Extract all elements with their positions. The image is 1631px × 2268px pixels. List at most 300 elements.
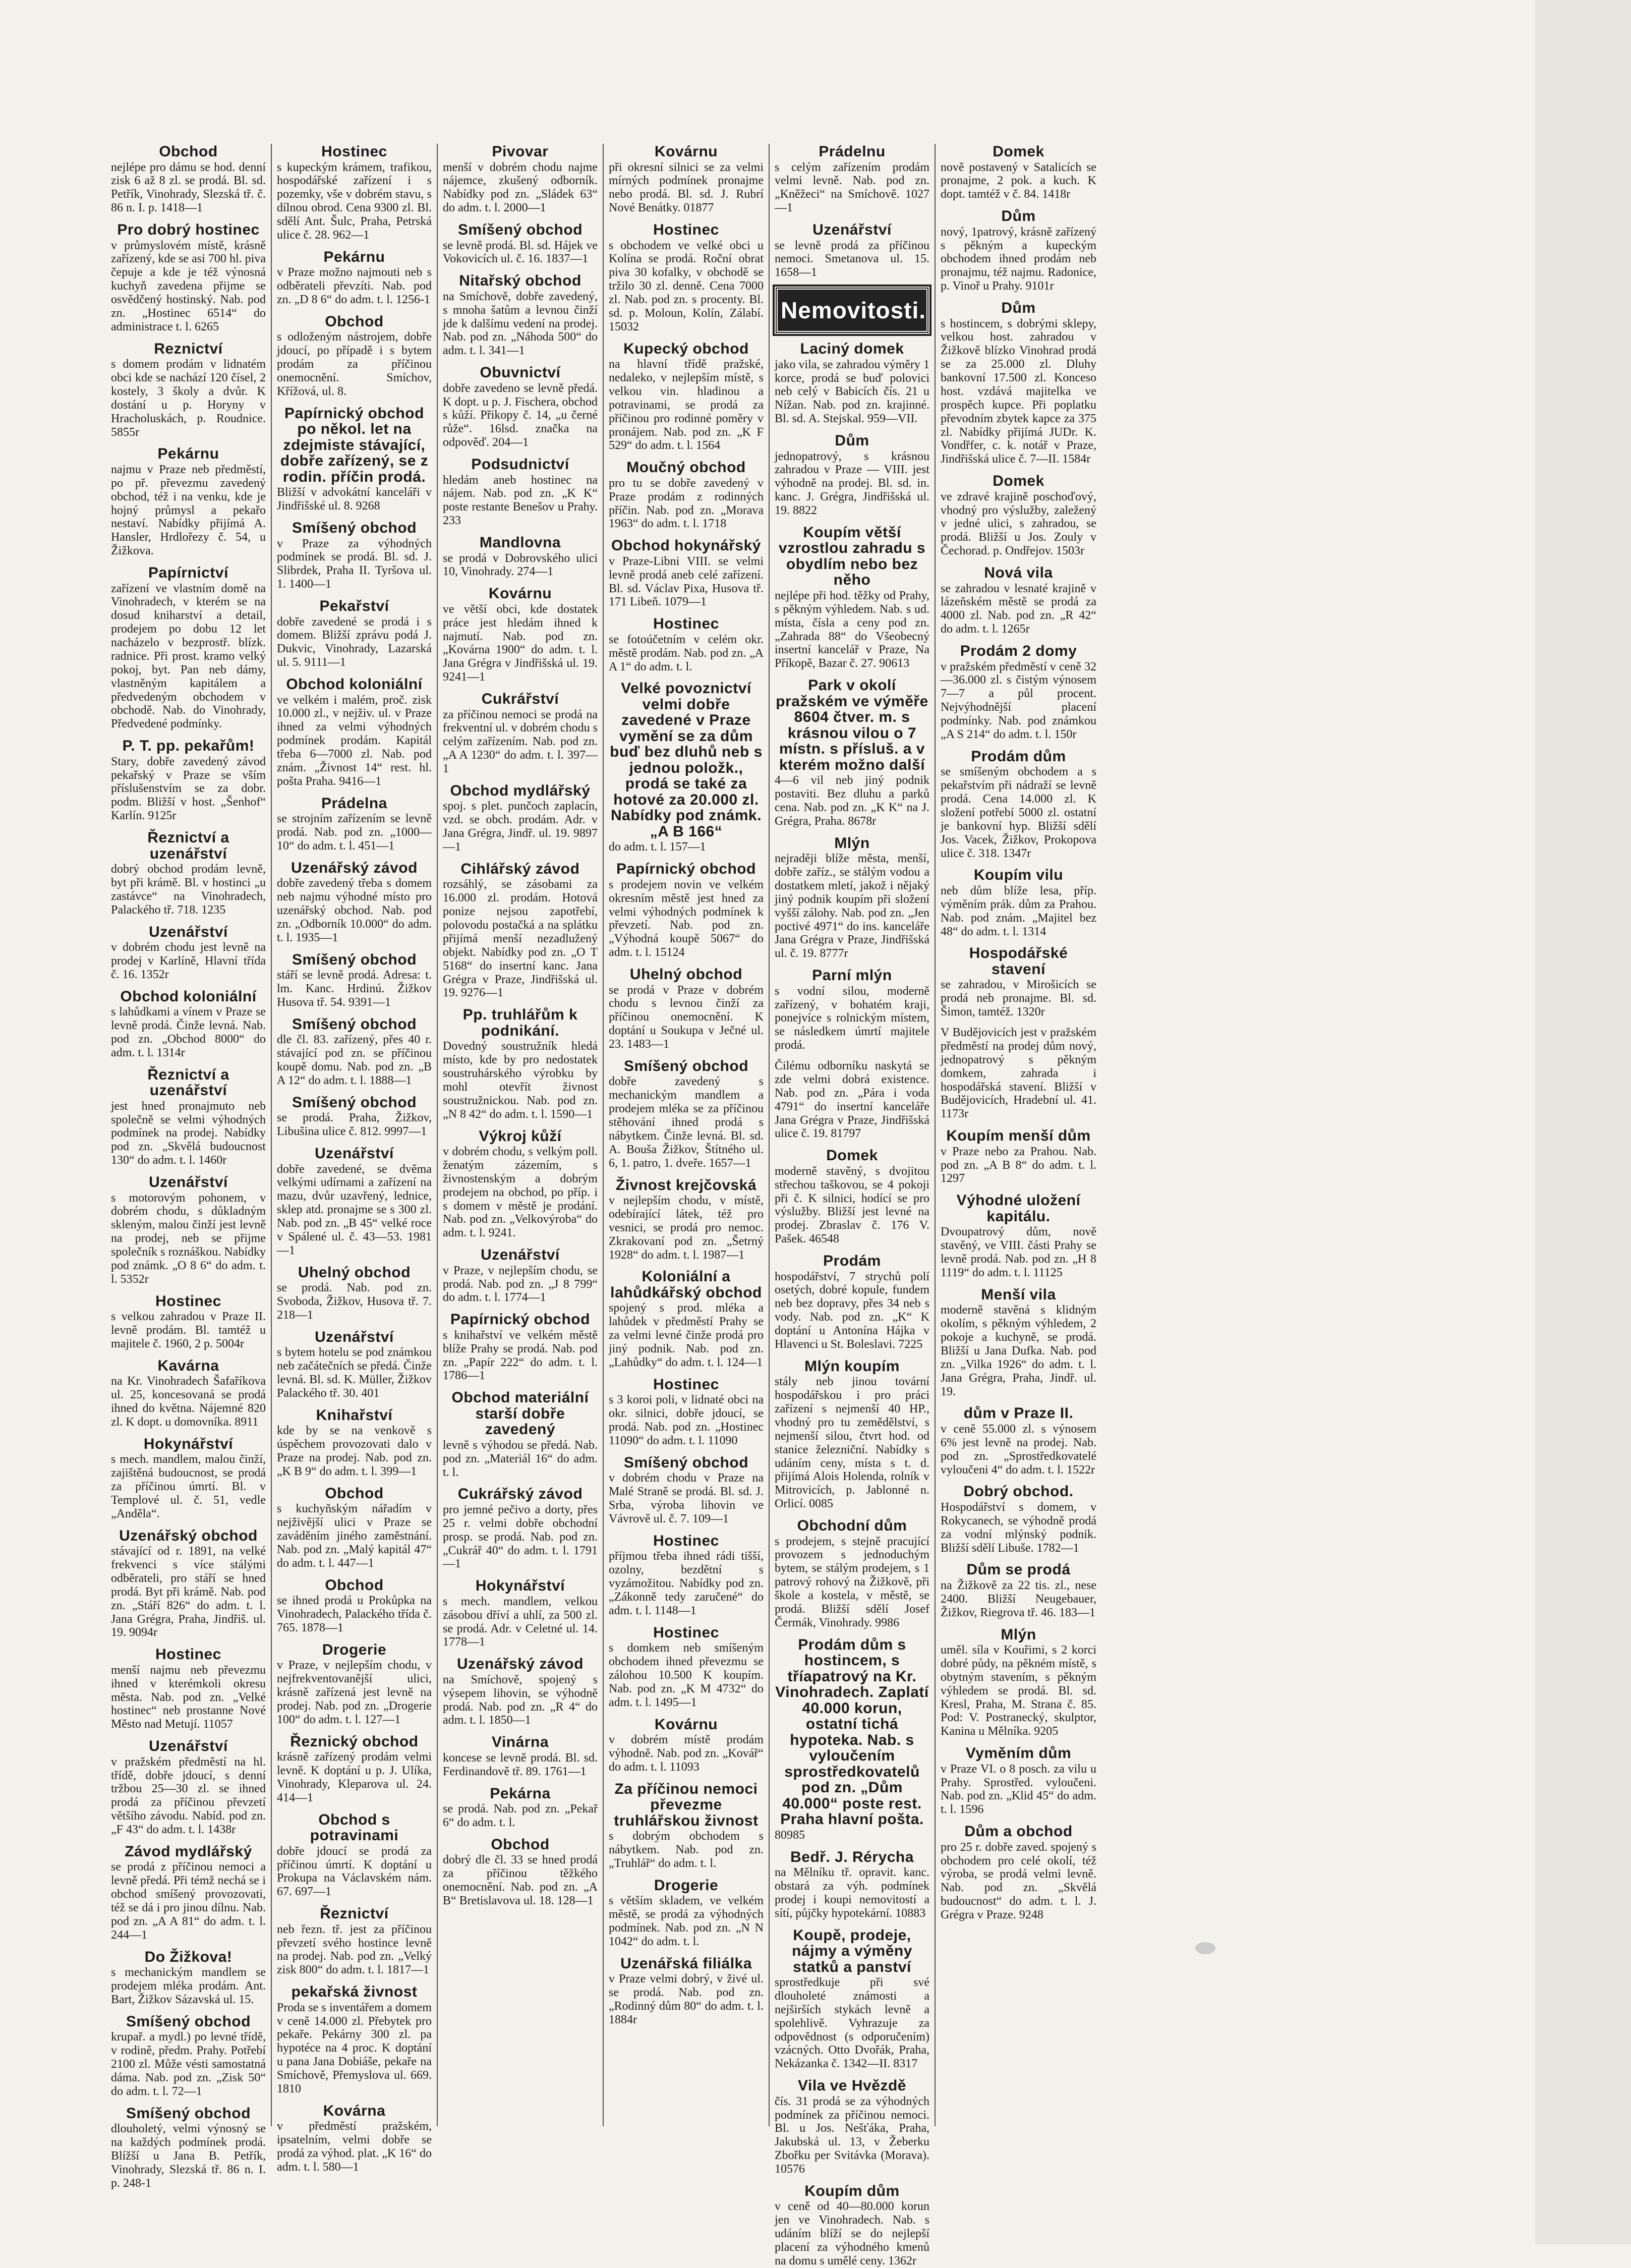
ad-text: se strojním zařízením se levně prodá. Nab. pod zn. „1000—10“ do adm. t. l. 451—1 [277,812,432,853]
ad-text: dle čl. 83. zařízený, přes 40 r. stávající pod zn. se příčinou koupě domu. Nab. pod zn. „B A 12“ do adm. t. l. 1888—1 [277,1033,432,1087]
ad-title: Koupě, prodeje, nájmy a výměny statků a panství [792,1926,912,1975]
classified-ad [941,749,1096,861]
classified-ad [443,1656,598,1727]
classified-ad [111,2106,266,2190]
ad-title: Mlýn [834,834,870,852]
classified-ad [277,1407,432,1479]
classified-ad [277,249,432,307]
ad-title: Drogerie [322,1641,387,1658]
ad-title: Dům [835,432,869,449]
ad-text: čís. 31 prodá se za výhodných podmínek za příčinou nemoci. Bl. u Jos. Nešťáka, Praha, Jakubská ul. 13, v Žeberku Zbořku per Svitávka (Morava). 10576 [775,2094,929,2176]
ad-text: s domem prodám v lidnatém obci kde se nachází 120 čísel, 2 kostely, 3 školy a dvůr. K dostání u p. Horyny v Hracholuskách, p. Roudnice. 5855r [111,358,266,439]
ad-text: s knihařství ve velkém městě blíže Prahy se prodá. Nab. pod zn. „Papír 222“ do adm. t. l. 1786—1 [443,1328,598,1383]
column-2 [272,143,438,2174]
ad-text: krupař. a mydl.) po levné třídě, v rodině, předm. Prahy. Potřebí 2100 zl. Může vésti samostatná dáma. Nab. pod zn. „Zisk 50“ do adm. t. l. 72—1 [111,2030,266,2098]
ad-text: dobře zavedeno se levně předá. K dopt. u p. J. Fischera, obchod s kůží. Přikopy č. 14, „u černé růže“. 16lsd. značka na odpověď. 204—1 [443,381,598,449]
ad-title: Domek [993,143,1044,160]
ad-title: Závod mydlářský [125,1843,252,1860]
ad-text: v ceně 55.000 zl. s výnosem 6% jest levně na prodej. Nab. pod zn. „Sprostředkovatelé vyloučeni 4“ do adm. t. l. 1522r [941,1422,1096,1477]
classified-ad [111,830,266,917]
ad-text: se prodá. Praha, Žižkov, Libušina ulice č. 812. 9997—1 [277,1111,432,1139]
classified-ad [277,952,432,1009]
ad-text: v Praze VI. o 8 posch. za vilu u Prahy. Sprostřed. vyloučeni. Nab. pod zn. „Klid 45“ do adm. t. l. 1596 [941,1762,1096,1817]
ad-text: s mech. mandlem, malou činží, zajištěná budoucnost, se prodá za příčinou úmrtí. Bl. v Templové ul. č. 51, vedle „Anděla“. [111,1453,266,1520]
classified-ad [775,1849,929,1920]
ad-text: pro tu se dobře zavedený v Praze prodám z rodinných příčin. Nab. pod zn. „Morava 1963“ do adm. t. l. 1718 [609,476,764,531]
ad-text: se prodá. Nab. pod zn. Svoboda, Žižkov, Husova tř. 7. 218—1 [277,1281,432,1322]
ad-text: dobře jdoucí se prodá za příčinou úmrtí. K doptání u Prokupa na Václavském nám. 67. 697—1 [277,1844,432,1899]
classified-ad [609,1533,764,1618]
ad-title: Prodám dům s hostincem, s tříapatrový na Kr. Vinohradech. Zaplatí 40.000 korun, ostatní tichá hypoteka. Nab. s vyloučením sprostředkovatelů pod zn. „Dům 40.000“ poste rest. Praha hlavní pošta. [775,1636,929,1828]
classified-ad [111,222,266,334]
ad-text: kde by se na venkově s úspěchem provozovati dalo v Praze na prodej. Nab. pod zn. „K B 9“ do adm. t. l. 399—1 [277,1424,432,1478]
ad-title: Obchod [325,1485,384,1502]
ad-text: v Praze nebo za Prahou. Nab. pod zn. „A B 8“ do adm. t. l. 1297 [941,1145,1096,1185]
classified-ad [277,520,432,591]
ad-text: nově postavený v Satalicích se pronajme, 2 pok. a kuch. K dopt. tamtéž v č. 84. 1418r [941,160,1096,201]
ad-text: v pražském předměstí na hl. třídě, dobře jdoucí, s denní tržbou 25—30 zl. se ihned prodá za příčinou převzetí většího závodu. Nabíd. pod zn. „F 43“ do adm. t. l. 1438r [111,1755,266,1836]
ad-title: Velké povoznictví velmi dobře zavedené v Praze vymění se za dům buď bez dluhů neb s jednou položk., prodá se také za hotové za 20.000 zl. Nabídky pod známk. „A B 166“ [610,680,763,840]
classified-ad [775,1358,929,1511]
ad-title: Vila ve Hvězdě [798,2077,906,2094]
ad-text: v ceně od 40—80.000 korun jen ve Vinohradech. Nab. s udáním blíží se do nejlepší placení za výhodného kmenů na domu s umělé ceny. 1362r [775,2200,929,2267]
ad-text: v Praze za výhodných podmínek se prodá. Bl. sd. J. Slibrdek, Praha II. Tyršova ul. 1. 1400—1 [277,537,432,591]
ad-title: Smíšený obchod [623,1454,749,1471]
column-1 [106,143,272,2190]
ad-text: ve zdravé krajině poschoďový, vhodný pro výslužby, zaležený v jedné ulici, s zahradou, se prodá. Bližší u Jos. Zouly v Čechorad. p. Ondřejov. 1503r [941,490,1096,558]
ad-text: nejlépe při hod. těžky od Prahy, s pěkným výhledem. Nab. s ud. místa, čísla a ceny pod zn. „Zahrada 88“ do Všeobecný insertní kancelář v Praze, Na Příkopě, Bazar č. 27. 90613 [775,589,929,670]
column-5 [770,143,936,2267]
ad-title: Pekárnu [157,445,219,463]
classified-ad [609,1781,764,1870]
ad-title: Prodám [823,1253,881,1269]
classified-ad [775,2183,929,2268]
ad-title: Obchod koloniální [120,988,257,1005]
ad-text: s odloženým nástrojem, dobře jdoucí, po případě i s bytem prodám za příčinou onemocnění. Smíchov, Křížová, ul. 8. [277,330,432,398]
ad-text: na Kr. Vinohradech Šafaříkova ul. 25, koncesovaná se prodá ihned do května. Nájemné 820 zl. K dopt. u domovníka. 8911 [111,1375,266,1429]
ad-title: Dům a obchod [964,1823,1073,1840]
ad-title: Obchod mydlářský [450,782,591,799]
classified-ad [609,1956,764,2027]
classified-ad [775,968,929,1052]
classified-ad [443,1837,598,1908]
ad-title: Smíšený obchod [292,951,417,968]
ad-title: Hostinec [155,1646,221,1663]
classified-ad [277,314,432,399]
column-6 [936,144,1101,2126]
ad-text: v dobrém chodu v Praze na Malé Straně se prodá. Bl. sd. J. Srba, výroba lihovin ve Vávrově ul. č. 7. 109—1 [609,1471,764,1525]
ad-text: v dobrém místě prodám výhodně. Nab. pod zn. „Kovář“ do adm. t. l. 11093 [609,1733,764,1774]
ad-text: krásně zařízený prodám velmi levně. K doptání u p. J. Ulíka, Vinohrady, Kleparova ul. 24. 414—1 [277,1750,432,1804]
classified-ad [775,433,929,518]
ad-text: v průmyslovém místě, krásně zařízený, kde se asi 700 hl. piva čepuje a kde je též výnosná kuchyň zavedena přijme se osvědčený hostinský. Nab. pod zn. „Hostinec 6514“ do administrace t. l. 6265 [111,239,266,333]
classified-ad [609,341,764,453]
classified-ad [941,643,1096,742]
column-3 [438,144,604,2126]
ad-text: v předměstí pražském, ipsatelním, velmi dobře se prodá za výhod. plat. „K 16“ do adm. t. l. 580—1 [277,2120,432,2174]
ad-title: Hostinec [321,143,387,160]
ad-title: Dobrý obchod. [963,1483,1074,1500]
section-banner: Nemovitosti. [775,287,929,334]
ad-title: Uzenářství [149,1174,228,1190]
ad-text: s celým zařízením prodám velmi levně. Nab. pod zn. „Kněžeci“ na Smíchově. 1027—1 [775,160,929,215]
classified-ad [111,1528,266,1640]
ad-text: nejlépe pro dámu se hod. denní zisk 6 až 8 zl. se prodá. Bl. sd. Petřík, Vinohrady, Slezská tř. č. 86 n. I. p. 1418—1 [111,160,266,215]
classified-ad [277,406,432,513]
ad-title: Obchod materiální starší dobře zavedený [451,1389,589,1438]
ad-text: příjmou třeba ihned rádi tišší, ozolny, bezdětní s vyzámožitou. Nabídky pod zn. „Zákonně tedy zaručené“ do adm. t. l. 1148—1 [609,1550,764,1617]
ad-title: Pekařství [319,598,389,614]
ad-title: Parní mlýn [812,967,892,984]
ad-title: Mandlovna [479,534,561,551]
ad-title: Smíšený obchod [292,1094,417,1111]
ad-title: Smíšený obchod [126,2013,251,2030]
ad-text: v Praze možno najmouti neb s odběrateli převzíti. Nab. pod zn. „D 8 6“ do adm. t. l. 1256-1 [277,266,432,306]
classified-ad [775,1518,929,1630]
ad-text: s kuchyňským nářadím v nejživější ulici v Praze se zaváděním jiného zaměstnání. Nab. pod zn. „Malý kapitál 47“ do adm. t. l. 447—1 [277,1502,432,1570]
ad-text: moderně stavěný, s dvojitou střechou taškovou, se 4 pokoji při č. K silnici, hodící se pro výslužby. Bližší jest levné na prodej. Zbraslav č. 176 V. Pašek. 46548 [775,1164,929,1246]
ad-title: Pekárnu [323,248,385,265]
classified-ad [609,1717,764,1774]
ad-title: Uzenářství [315,1145,394,1162]
classified-ad [277,1577,432,1635]
ad-text: 4—6 vil neb jiný podnik postaviti. Bez dluhu a parků cena. Nab. pod zn. „K K“ na J. Grégra, Praha. 8678r [775,774,929,828]
classified-ad [111,1174,266,1286]
classified-ad [941,1128,1096,1185]
ad-title: Domek [993,473,1044,490]
classified-ad [111,738,266,823]
ad-text: s prodejem novin ve velkém okresním městě jest hned za velmi výhodných podmínek k převzetí. Nab. pod zn. „Výhodná koupě 5067“ do adm. t. l. 15124 [609,878,764,959]
ad-title: Koupím menší dům [946,1127,1091,1145]
ad-title: Hostinec [653,1532,719,1549]
ad-title: Dům [1001,300,1036,316]
ad-title: Obchodní dům [797,1517,907,1534]
ad-text: levně s výhodou se předá. Nab. pod zn. „Materiál 16“ do adm. t. l. [443,1438,598,1479]
ad-text: neb řezn. tř. jest za příčinou převzetí svého hostince levně na prodej. Nab. pod zn. „Velký zisk 800“ do adm. t. l. 1817—1 [277,1922,432,1977]
classified-ad [277,1486,432,1570]
classified-ad [111,1436,266,1521]
classified-ad [277,1906,432,1977]
classified-ad [277,1329,432,1400]
classified-ad [277,1095,432,1139]
classified-ad [775,1059,929,1141]
ad-text: na Mělníku tř. opravit. kanc. obstará za výh. podmínek prodej i koupi nemovitostí a sítí, půjčky hypotekární. 10883 [775,1866,929,1920]
ad-text: spojený s prod. mléka a lahůdek v předměstí Prahy se za velmi levné činže prodá pro jiný podnik. Nab. pod zn. „Lahůdky“ do adm. t. l. 124—1 [609,1301,764,1369]
ad-title: Uzenářská filiálka [620,1955,752,1972]
ad-title: Do Žižkova! [144,1948,232,1965]
classified-ad [443,1390,598,1479]
ad-text: s domkem neb smíšeným obchodem ihned převezmu se zálohou 10.500 K koupím. Nab. pod zn. „K M 4732“ do adm. t. l. 1495—1 [609,1641,764,1709]
classified-ad [609,1177,764,1262]
classified-ad [443,1247,598,1305]
ad-title: Uhelný obchod [298,1264,411,1281]
ad-title: Hostinec [653,1624,719,1641]
classified-ad [775,2078,929,2176]
ad-title: Dům [1001,208,1036,225]
ad-text: s motorovým pohonem, v dobrém chodu, s důkladným skleným, malou činží jest levně na prodej, neb se přijme společník s roznáškou. Nabídky pod známk. „O 8 6“ do adm. t. l. 5352r [111,1191,266,1286]
classified-ad [443,365,598,449]
ad-text: uměl. síla v Kouřimi, s 2 korci dobré půdy, na pěkném místě, s obytným stavením, s pěkným výhledem se prodá. Bl. sd. Kresl, Praha, M. Strana č. 85. Pod: V. Postranecký, skulptor, Kanina u Mělníka. 9205 [941,1643,1096,1738]
classified-ad [277,1146,432,1258]
ad-title: Prádelnu [819,143,886,160]
ad-text: do adm. t. l. 157—1 [609,840,706,854]
classified-ad [443,1486,598,1571]
ad-title: Podsudnictví [471,456,569,473]
classified-ad [443,1007,598,1121]
classified-ad [277,796,432,853]
classified-ad [111,446,266,558]
ad-text: nový, 1patrový, krásně zařízený s pěkným a kupeckým obchodem ihned prodám neb pronajmu, též najmu. Radonice, p. Vinoř u Prahy. 9101r [941,225,1096,293]
ad-text: za příčinou nemoci se prodá na frekventní ul. v dobrém chodu s celým zařízením. Nab. pod zn. „A A 1230“ do adm. t. l. 397—1 [443,708,598,775]
ad-text: v Praze-Libni VIII. se velmi levně prodá aneb celé zařízení. Bl. sd. Václav Pixa, Husova tř. 171 Libeň. 1079—1 [609,554,764,609]
ad-title: Vyměním dům [965,1745,1072,1762]
classified-ad [443,1786,598,1830]
ad-text: zařízení ve vlastním domě na Vinohradech, v kterém se na dosud kniharství a detail, prodejem po dobu 12 let nacházelo v bezprostř. blízk. radnice. Při prost. kramo velký pokoj, byt. Pan neb dámy, vlastněným kapitálem a předvedeným obchodem v obchodě. Nab. do Vinohrady, Předvedené podmínky. [111,582,266,731]
ad-text: hledám aneb hostinec na nájem. Nab. pod zn. „K K“ poste restante Benešov u Prahy. 233 [443,473,598,528]
ad-title: Obchod [491,1836,550,1853]
ad-title: Koupím vilu [973,867,1064,884]
ad-text: s lahůdkami a vínem v Praze se levně prodá. Činže levná. Nab. pod zn. „Obchod 8000“ do adm. t. l. 1314r [111,1005,266,1059]
classified-ad [609,538,764,609]
ad-title: pekařská živnost [291,1983,418,2001]
classified-ad [111,1738,266,1837]
ad-title: Drogerie [654,1877,719,1894]
classified-ad [443,861,598,1000]
ad-text: se smíšeným obchodem a s pekařstvím při nádraží se levně prodá. Cena 14.000 zl. K složení potřebí 5000 zl. ostatní je bankovní hyp. Bližší sdělí Jos. Vacek, Žižkov, Prokopova ulice č. 318. 1347r [941,765,1096,860]
ad-text: moderně stavěná s klidným okolím, s pěkným výhledem, 2 pokoje a kuchyně, se prodá. Bližší u Jana Dufka. Nab. pod zn. „Vilka 1926“ do adm. t. l. Jana Grégra, Praha, Jindř. ul. 19. [941,1303,1096,1398]
ad-title: Obchod koloniální [286,676,423,693]
page-stain [1195,1942,1215,1954]
ad-text: se zahradou v lesnaté krajině v lázeňském městě se prodá za 4000 zl. Nab. pod zn. „R 42“ do adm. t. l. 1265r [941,582,1096,636]
classified-ad [609,1058,764,1170]
ad-title: Papírnický obchod [450,1311,590,1328]
ad-title: Papírnický obchod [616,861,756,878]
ad-text: 80985 [775,1828,805,1842]
ad-text: stály neb jinou tovární hospodářskou i pro práci zařízení s nejmenší 40 HP., vhodný pro tu zemědělství, s nejmenší silou, čtvrt hod. od stanice železniční. Nabídky s udáním ceny, místa s t. d. přijímá Alois Holenda, rolník v Mitrovicích, p. Jablonné n. Orlicí. 0085 [775,1375,929,1511]
ad-title: Obchod hokynářský [611,537,761,554]
ad-title: Kovárnu [654,143,718,160]
ad-title: Uzenářský obchod [119,1527,258,1544]
ad-text: při okresní silnici se za velmi mírných podmínek pronajme nebo prodá. Bl. sd. J. Rubrí Nové Benátky. 01877 [609,160,764,215]
ad-text: menší najmu neb převezmu ihned v kterémkoli okresu města. Nab. pod zn. „Velké hostinec“ neb prostanne Nové Město nad Metují. 11057 [111,1663,266,1731]
ad-title: Obchod [325,1576,384,1594]
ad-text: s větším skladem, ve velkém městě, se prodá za výhodných podmínek. Nab. pod zn. „N N 1042“ do adm. t. l. [609,1894,764,1948]
ad-text: Proda se s inventářem a domem v ceně 14.000 zl. Přebytek pro pekaře. Pekárny 300 zl. pa hypotéce na 4 proc. K doptání u pana Jana Dobiáše, pekaře na Smíchově, Přemyslova ul. 669. 1810 [277,2001,432,2095]
ad-text: stávající od r. 1891, na velké frekvenci s více stálými odběrateli, pro stáří se hned prodá. Byt při krámě. Nab. pod zn. „Stáří 826“ do adm. t. l. Jana Grégra, Praha, Jindřiš. ul. 19. 9094r [111,1545,266,1639]
classified-ad [111,565,266,731]
classified-ad [443,457,598,528]
ad-title: Prádelna [321,795,387,812]
page-margin [1535,0,1631,2244]
classified-ad [277,1642,432,1727]
ad-title: dům v Praze II. [963,1405,1074,1422]
ad-title: Živnost krejčovská [615,1176,757,1194]
ad-title: Papírnictví [148,564,228,581]
ad-text: na Smíchově, spojený s výsepem lihovin, se výhodně prodá. Nab. pod zn. „R 4“ do adm. t. l. 1850—1 [443,1673,598,1727]
ad-title: Obchod s potravinami [310,1811,399,1844]
ad-text: s bytem hotelu se pod známkou neb začátečních se předá. Činže levná. Bl. sd. K. Müller, Žižkov Palackého tř. 30. 401 [277,1346,432,1400]
ad-text: V Budějovicích jest v pražském předměstí na prodej dům nový, jednopatrový s pěkným domkem, zahrada i hospodářská stavení. Bližší v Budějovicích, Hradební ul. 41. 1173r [941,1026,1096,1121]
ad-title: Koupím větší vzrostlou zahradu s obydlím nebo bez něho [778,524,926,589]
ad-title: Výhodné uložení kapitálu. [956,1192,1081,1225]
ad-text: jako vila, se zahradou výměry 1 korce, prodá se buď polovici neb celý v Babicích čís. 21 u Nížan. Nab. pod zn. krajinné. Bl. sd. A. Stejskal. 959—VII. [775,358,929,426]
ad-title: Kovárna [323,2102,386,2119]
classified-ad [277,1812,432,1899]
classified-ad [775,525,929,670]
classified-ad [609,1455,764,1526]
ad-title: Kavárna [157,1357,219,1374]
ad-title: Obchod [159,143,218,160]
classified-ad [941,1026,1096,1121]
classified-ad [775,1637,929,1842]
ad-text: jednopatrový, s krásnou zahradou v Praze — VIII. jest výhodně na prodej. Bl. sd. in. kanc. J. Grégra, Jindřišská ul. 19. 8822 [775,449,929,517]
classified-ad [775,144,929,215]
ad-text: v dobrém chodu jest levně na prodej v Karlíně, Hlavní třída č. 16. 1352r [111,941,266,981]
ad-title: Řeznictví [320,1905,389,1922]
classified-ad [111,1293,266,1351]
ad-text: s obchodem ve velké obci u Kolína se prodá. Roční obrat piva 30 kofalky, v obchodě se tržilo 30 zl. denně. Cena 7000 zl. Nab. pod zn. s procenty. Bl. sd. p. Moloun, Kolín, Zálabí. 15032 [609,239,764,333]
ad-text: se prodá. Nab. pod zn. „Pekař 6“ do adm. t. l. [443,1802,598,1829]
ad-title: Mlýn koupím [804,1357,900,1375]
ad-text: Stary, dobře zavedený závod pekařský v Praze se vším příslušenstvím se za dobr. podm. Bližší v host. „Šenhof“ Karlín. 9125r [111,755,266,823]
classified-ad [111,1067,266,1167]
ad-text: na hlavní třídě pražské, nedaleko, v nejlepším místě, s velkou vin. hladinou a potravinami, se prodá za příčinou pro rodinné poměry v pronájem. Nab. pod zn. „K F 529“ do adm. t. l. 1564 [609,358,764,452]
ad-title: Obuvnictví [480,364,561,381]
ad-text: Bližší v advokátní kanceláři v Jindřišské ul. 8. 9268 [277,486,432,513]
ad-text: v nejlepším chodu, v místě, odebírající látek, též pro vesnici, se prodá pro nemoc. Zkrakovaní pod zn. „Šetrný 1928“ do adm. t. l. 1987—1 [609,1194,764,1262]
ad-title: Uzenářství [149,923,228,940]
ad-title: Domek [826,1147,878,1164]
classified-ad [443,222,598,266]
ad-title: Hokynářství [143,1435,234,1452]
ad-title: Smíšený obchod [457,221,583,238]
ad-title: Obchod [325,313,384,330]
classified-ad [609,861,764,959]
ad-title: P. T. pp. pekařům! [122,738,255,755]
ad-title: Kovárnu [488,585,552,602]
classified-ad [111,924,266,982]
classified-ad [941,144,1096,201]
ad-text: s mech. mandlem, velkou zásobou dříví a uhlí, za 500 zl. se prodá. Adr. v Celetné ul. 14. 1778—1 [443,1595,598,1649]
classified-ad [111,1358,266,1429]
classified-ad [609,967,764,1051]
ad-text: s 3 koroi poli, v lidnaté obci na okr. silnici, dobře jdoucí, se prodá. Nab. pod zn. „Hostinec 11090“ do adm. t. l. 11090 [609,1393,764,1447]
ad-title: Uhelný obchod [629,966,743,983]
classified-ad [443,1128,598,1240]
ad-text: pro 25 r. dobře zaved. spojený s obchodem pro celé okolí, též výroba, se prodá velmi levně. Nab. pod zn. „Skvělá budoucnost“ do adm. t. l. J. Grégra v Praze. 9248 [941,1840,1096,1921]
classified-ad [443,535,598,579]
ad-text: ve větší obci, kde dostatek práce jest hledám ihned k najmutí. Nab. pod zn. „Kovárna 1900“ do adm. t. l. Jana Grégra v Jindřišská ul. 19. 9241—1 [443,602,598,684]
ad-title: Menší vila [981,1286,1056,1303]
classified-ad [277,598,432,669]
ad-title: Cukrářství [481,691,559,707]
classified-ad [775,1148,929,1246]
ad-title: Kovárnu [654,1716,718,1733]
classified-ad [941,1824,1096,1922]
ad-title: Prodám dům [971,748,1066,765]
ad-title: Prodám 2 domy [960,643,1077,659]
ad-text: dobře zavedené se prodá i s domem. Bližší zprávu podá J. Dukvic, Vinohrady, Lazarská ul. 5. 9111—1 [277,615,432,669]
ad-title: Hostinec [653,1376,719,1393]
ad-text: dobře zavedený s mechanickým mandlem a prodejem mléka se za příčinou stěhování ihned prodá s nábytkem. Činže levná. Bl. sd. A. Bouša Žižkov, Štítného ul. 6, 1. patro, 1. dveře. 1657—1 [609,1075,764,1170]
classified-ad [277,144,432,242]
classified-ad [111,1647,266,1731]
classified-ad [443,586,598,684]
classified-ad [941,565,1096,636]
classified-ad [277,1016,432,1088]
ad-text: Dvoupatrový dům, nově stavěný, ve VIII. části Prahy se levně prodá. Nab. pod zn. „H 8 1119“ do adm. t. l. 11125 [941,1225,1096,1279]
ad-title: Cukrářský závod [457,1486,583,1503]
classified-ad [941,867,1096,938]
classified-ad [277,2103,432,2174]
ad-text: s kupeckým krámem, trafikou, hospodářské zařízení i s pozemky, vše v dobrém stavu, s dílnou obrod. Cena 9300 zl. Bl. sdělí Ant. Šulc, Praha, Petrská ulice č. 28. 962—1 [277,160,432,242]
ad-text: se prodá v Praze v dobrém chodu s levnou činží za příčinou onemocnění. K doptání u Soukupa v Ječné ul. 23. 1483—1 [609,983,764,1051]
classified-ad [609,144,764,215]
ad-title: Hospodářské stavení [969,945,1068,978]
ad-title: Cihlářský závod [460,860,580,877]
classified-ad [443,691,598,776]
ad-text: stáří se levně prodá. Adresa: t. lm. Kanc. Hrdinú. Žižkov Husova tř. 54. 9391—1 [277,969,432,1009]
ad-text: se levně prodá za příčinou nemoci. Smetanova ul. 15. 1658—1 [775,239,929,279]
classified-ad [775,341,929,426]
ad-text: s dobrým obchodem s nábytkem. Nab. pod zn. „Truhlář“ do adm. t. l. [609,1830,764,1870]
ad-title: Pp. truhlářům k podnikání. [462,1006,578,1039]
classified-ad [609,1377,764,1448]
classified-ad [941,1405,1096,1477]
classified-ad [443,1734,598,1778]
ad-title: Výkroj kůží [479,1127,562,1145]
ad-title: Pro dobrý hostinec [117,221,260,238]
classified-ad [609,1269,764,1369]
ad-text: s mechanickým mandlem se prodejem mléka prodám. Ant. Bart, Žižkov Sázavská ul. 15. [111,1966,266,2006]
ad-text: se ihned prodá u Prokůpka na Vinohradech, Palackého třída č. 765. 1878—1 [277,1594,432,1634]
ad-title: Knihařství [316,1406,393,1424]
classified-ad [111,989,266,1060]
classified-ad [775,835,929,961]
ad-text: dobrý obchod prodám levně, byt při krámě. Bl. v hostinci „u zastávce“ na Vinohradech, Palackého tř. 718. 1235 [111,863,266,917]
ad-text: jest hned pronajmuto neb společně se velmi výhodných podmínek na prodej. Nabídky pod zn. „Skvělá budoucnost 130“ do adm. t. l. 1460r [111,1099,266,1167]
ad-text: v Praze, v nejlepším chodu, v nejfrekventovanější ulici, krásně zařízená jest levně na prodej. Nab. pod zn. „Drogerie 100“ do adm. t. l. 127—1 [277,1659,432,1726]
ad-text: dobře zavedené, se dvěma velkými udírnami a zařízení na mazu, dvůr uzavřený, lednice, sklep atd. pronajme se s 300 zl. Nab. pod zn. „B 45“ velké roce v Spálené ul. č. 43—53. 1981—1 [277,1162,432,1257]
classified-ad [111,2014,266,2099]
classified-ad [941,1745,1096,1817]
ad-title: Za příčinou nemoci převezme truhlářskou živnost [614,1780,759,1829]
classified-ad [443,783,598,854]
ad-text: ve velkém i malém, proč. zisk 10.000 zl., v nejživ. ul. v Praze ihned za velmi výhodných podmínek prodám. Kapitál třeba 6—7000 zl. Nab. pod znám. „Živnost 14“ rest. hl. pošta Praha. 9416—1 [277,693,432,788]
classified-ad [775,1927,929,2071]
ad-title: Koupím dům [804,2182,900,2199]
classified-ad [941,1287,1096,1399]
ad-text: Hospodářství s domem, v Rokycanech, se výhodně prodá za vodní mlýnský podnik. Bližší sdělí Libuše. 1782—1 [941,1500,1096,1555]
ad-title: Uzenářství [481,1246,560,1264]
ad-title: Nová vila [984,564,1053,581]
ad-text: nejraději blíže města, menší, dobře zaříz., se stálým vodou a dostatkem mletí, jakož i nějaký jiný podnik koupím při složení vyšší zálohy. Nab. pod zn. „Jen poctivé 4971“ do ins. kanceláře Jana Grégra v Praze, Jindřišská ul. č. 19. 8777r [775,852,929,960]
newspaper-page [106,143,1513,2267]
ad-text: v dobrém chodu, s velkým poll. ženatým zázemím, s živnostenským a dobrým prodejem na obchod, po příp. i s domem v městě je prodání. Nab. pod zn. „Velkovýroba“ do adm. t. l. 9241. [443,1145,598,1240]
ad-text: Čilému odborníku naskytá se zde velmi dobrá existence. Nab. pod zn. „Pára i voda 4791“ do insertní kanceláře Jana Grégra v Praze, Jindřišská ulice č. 19. 81797 [775,1059,929,1141]
ad-text: hospodářství, 7 strychů polí osetých, dobré kopule, fundem neb bez dopravy, přes 34 neb s vody. Nab. pod zn. „K“ K doptání u Antonína Hájka v Hlavenci u St. Boleslavi. 7225 [775,1270,929,1351]
ad-title: Moučný obchod [626,459,746,476]
classified-ad [443,273,598,358]
ad-title: Kupecký obchod [623,340,749,357]
ad-text: sprostředkuje při své dlouholeté známosti a nejširších stykách levně a spolehlivě. Vyhrazuje za odpovědnost (s odporučením) vzácných. Otto Dvořák, Praha, Nekázanka č. 1342—II. 8317 [775,1976,929,2071]
ad-title: Pekárna [490,1785,551,1802]
ad-title: Řeznický obchod [290,1733,419,1750]
ad-text: v Praze velmi dobrý, v živé ul. se prodá. Nab. pod zn. „Rodinný dům 80“ do adm. t. l. 1884r [609,1972,764,2026]
ad-text: s velkou zahradou v Praze II. levně prodám. Bl. tamtéž u majitele č. 1960, 2 p. 5004r [111,1310,266,1350]
ad-title: Uzenářství [812,221,892,238]
ad-title: Uzenářský závod [291,859,418,876]
